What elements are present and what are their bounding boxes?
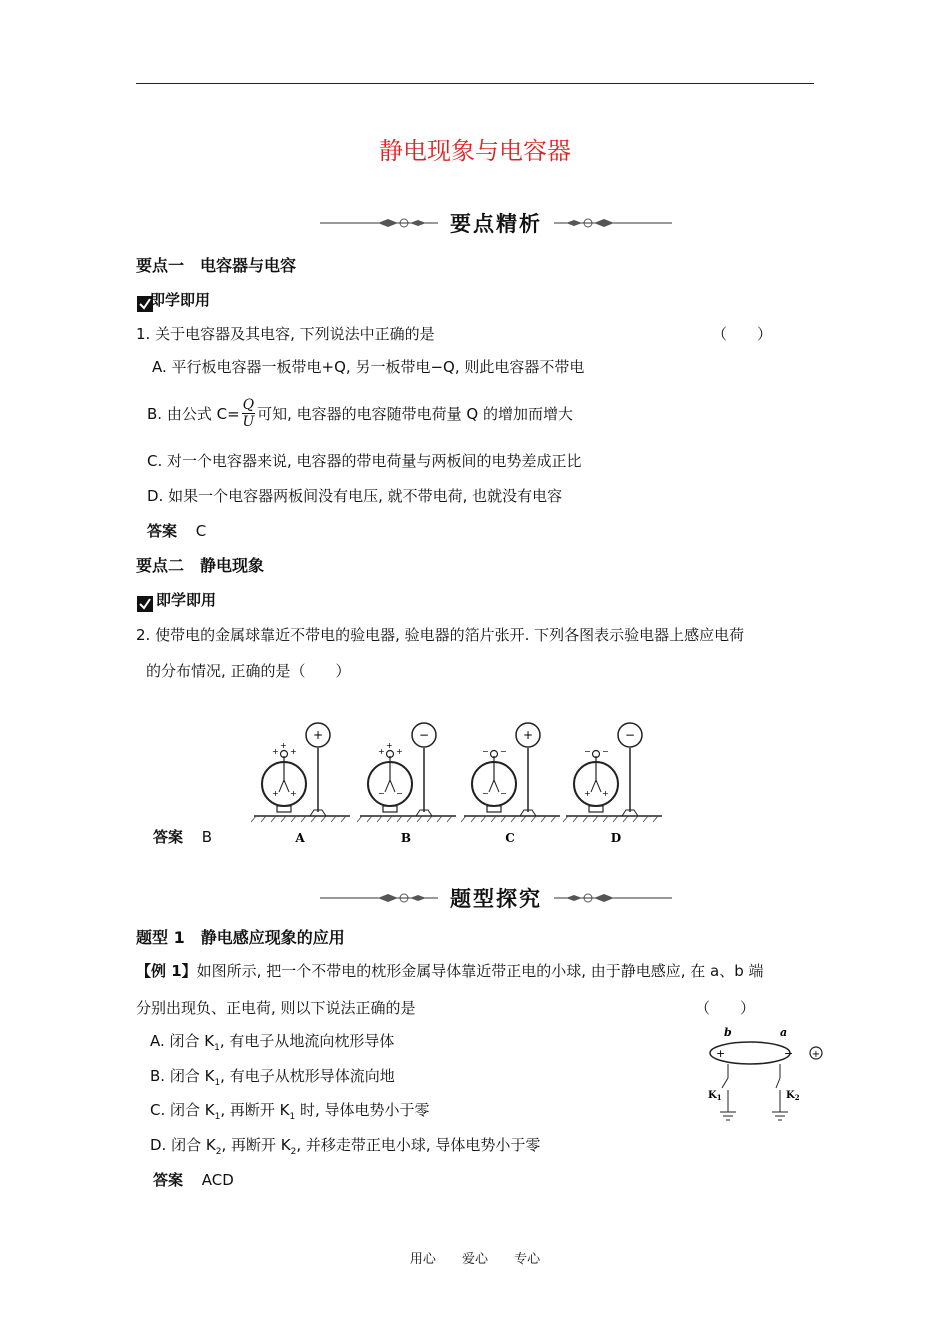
q2-answer [153,826,212,847]
figure-label-b: B [400,831,412,845]
q1-bracket: （ ） [712,325,773,343]
fraction-denominator: U [242,413,255,430]
q1-option-b [147,392,573,434]
q1-option-c: C. 对一个电容器来说, 电容器的带电荷量与两板间的电势差成正比 [147,452,582,470]
svg-text:+: + [272,789,279,798]
q1-option-b-prefix: B. 由公式 C= [147,404,240,423]
electroscope-a [251,723,350,845]
ball-sign-a: + [312,728,324,742]
svg-text:+: + [584,789,591,798]
point2-tag: 即学即用 [156,591,217,609]
header-rule [136,83,814,84]
q1-option-a: A. 平行板电容器一板带电+Q, 另一板带电−Q, 则此电容器不带电 [152,358,585,376]
svg-text:−: − [500,789,507,798]
svg-text:−: − [396,789,403,798]
point1-tag: 即学即用 [150,291,211,309]
page-title: 静电现象与电容器 [379,137,571,165]
ex1-stem-line2: 分别出现负、正电荷, 则以下说法正确的是 [136,999,416,1017]
answer-label: 答案 [153,1171,184,1189]
answer-value: B [201,828,213,846]
answer-label: 答案 [147,522,178,540]
section-banner-question-types [318,883,674,913]
label-b: b [724,1026,732,1039]
figure-label-a: A [295,831,305,845]
example-tag: 【例 1】 [136,962,197,980]
svg-text:−: − [482,747,489,756]
section-banner-key-points [318,208,674,238]
ex1-option-c: C. 闭合 $K_1$, 再断开 $K_1$ 时, 导体电势小于零 [150,1101,430,1122]
point1-heading: 要点一 电容器与电容 [136,256,297,275]
ex1-answer [153,1169,234,1190]
electroscope-b [357,723,456,845]
ex1-option-b: B. 闭合 $K_1$, 有电子从枕形导体流向地 [150,1067,395,1088]
answer-value: C [195,522,207,540]
banner-title: 要点精析 [450,212,542,236]
ball-sign-d: − [624,728,636,742]
banner-title: 题型探究 [450,887,542,911]
type1-heading: 题型 1 静电感应现象的应用 [136,928,345,947]
ball-sign-c: + [522,728,534,742]
label-a: a [780,1026,788,1039]
electroscope-d [563,723,662,845]
svg-text:−: − [482,789,489,798]
q2-stem-line1: 2. 使带电的金属球靠近不带电的验电器, 验电器的箔片张开. 下列各图表示验电器上感应电荷 [136,626,745,644]
svg-text:−: − [500,747,507,756]
q1-answer [147,520,206,541]
point2-heading: 要点二 静电现象 [136,556,265,575]
electroscope-c [461,723,560,845]
ex1-option-a: A. 闭合 $K_1$, 有电子从地流向枕形导体 [150,1032,395,1053]
svg-text:−: − [584,747,591,756]
svg-text:+: + [290,747,297,756]
ex1-bracket: （ ） [695,999,756,1017]
svg-text:+: + [386,741,393,750]
electroscope-figure [250,712,662,848]
figure-label-c: C [505,831,515,845]
figure-label-d: D [610,831,622,845]
q1-option-b-suffix: 可知, 电容器的电容随带电荷量 Q 的增加而增大 [257,404,574,423]
fraction-numerator: Q [242,396,255,413]
switch-k1-label: $K_1$ [708,1090,722,1102]
q2-stem-line2: 的分布情况, 正确的是（ ） [146,662,351,680]
q1-option-d: D. 如果一个电容器两板间没有电压, 就不带电荷, 也就没有电容 [147,487,563,505]
svg-text:+: + [602,789,609,798]
ex1-option-d: D. 闭合 $K_2$, 再断开 $K_2$, 并移走带正电小球, 导体电势小于零 [150,1136,541,1157]
q1-formula-fraction [242,397,255,430]
svg-text:+: + [290,789,297,798]
ex1-stem-text: 如图所示, 把一个不带电的枕形金属导体靠近带正电的小球, 由于静电感应, 在 a、b 端 [196,962,764,980]
svg-text:+: + [378,747,385,756]
switch-k2-label: $K_2$ [786,1090,800,1102]
pillow-conductor-figure [700,1026,836,1132]
charged-ball-sign: + [811,1049,821,1060]
q1-stem: 1. 关于电容器及其电容, 下列说法中正确的是 [136,325,435,343]
page-footer: 用心 爱心 专心 [409,1252,541,1267]
svg-text:+: + [396,747,403,756]
svg-text:−: − [378,789,385,798]
svg-text:−: − [602,747,609,756]
minus-end: − [784,1047,794,1060]
answer-label: 答案 [153,828,184,846]
ball-sign-b: − [418,728,430,742]
answer-value: ACD [201,1171,234,1189]
ex1-stem-line1 [136,960,764,981]
plus-end: + [716,1047,726,1060]
checkbox-icon [137,596,153,612]
svg-text:+: + [272,747,279,756]
svg-text:+: + [280,741,287,750]
